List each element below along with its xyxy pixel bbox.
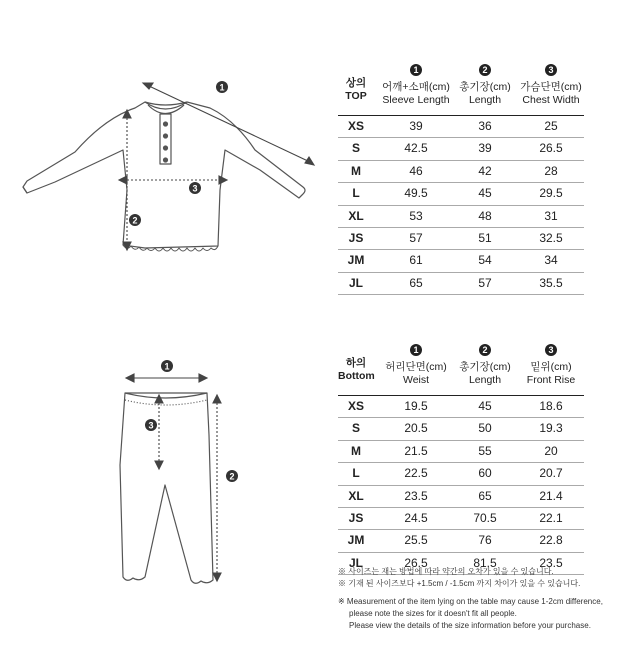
value-cell: 23.5 [404, 488, 428, 503]
value-cell: 24.5 [404, 510, 428, 525]
note-en-3: Please view the details of the size information before your purchase. [349, 621, 591, 630]
col-label-en: Sleeve Length [382, 94, 450, 106]
value-cell: 65 [478, 488, 492, 503]
size-cell: JS [348, 510, 364, 525]
value-cell: 28 [544, 163, 558, 178]
size-cell: XL [348, 488, 364, 503]
col-label-ko: 밑위(cm) [530, 361, 572, 373]
size-cell: JM [347, 253, 365, 268]
value-cell: 18.6 [539, 399, 563, 413]
table-row [338, 206, 584, 228]
value-cell: 39 [478, 141, 492, 156]
value-cell: 57 [478, 275, 492, 290]
value-cell: 60 [478, 466, 492, 481]
note-en-1: ※ Measurement of the item lying on the table may cause 1-2cm difference, [338, 597, 603, 606]
value-cell: 48 [478, 208, 492, 223]
table-row [338, 273, 584, 295]
size-cell: JS [348, 230, 364, 245]
bottom-section-en: Bottom [338, 370, 375, 382]
top-garment-diagram [15, 70, 325, 270]
svg-text:3: 3 [148, 420, 154, 431]
col-label-en: Length [468, 374, 502, 386]
value-cell: 29.5 [539, 186, 563, 201]
value-cell: 22.5 [404, 466, 428, 481]
top-col-3-header [516, 60, 586, 107]
table-row [338, 183, 584, 205]
size-cell: XL [348, 208, 364, 223]
col-label-ko: 총기장(cm) [459, 361, 511, 373]
value-cell: 39 [409, 119, 423, 133]
top-section-label [338, 77, 374, 103]
bottom-size-table [338, 340, 584, 575]
top-col-1-header [378, 60, 454, 107]
note-ko-1: ※ 사이즈는 재는 방법에 따라 약간의 오차가 있을 수 있습니다. [338, 567, 554, 576]
value-cell: 21.5 [404, 443, 428, 458]
value-cell: 76 [478, 533, 492, 548]
value-cell: 55 [478, 443, 492, 458]
col-number-badge: 2 [479, 64, 491, 76]
size-cell: M [351, 163, 361, 178]
value-cell: 65 [409, 275, 423, 290]
value-cell: 22.1 [539, 510, 563, 525]
top-section-en: TOP [345, 90, 367, 102]
col-label-en: Weist [402, 374, 430, 386]
bottom-marker-2 [226, 470, 238, 482]
bottom-section-label [338, 357, 374, 383]
col-number-badge: 1 [410, 64, 422, 76]
size-cell: JM [347, 533, 365, 548]
value-cell: 19.5 [404, 399, 428, 413]
size-notes [338, 566, 634, 632]
size-cell: S [351, 421, 360, 436]
value-cell: 20 [544, 443, 558, 458]
col-label-en: Length [468, 94, 502, 106]
col-label-ko: 허리단면(cm) [385, 361, 447, 373]
col-label-ko: 가슴단면(cm) [520, 81, 582, 93]
top-table-header [338, 60, 584, 116]
bottom-section-ko: 하의 [345, 357, 367, 369]
size-cell: XS [347, 399, 364, 413]
value-cell: 42.5 [404, 141, 428, 156]
value-cell: 23.5 [539, 555, 563, 570]
value-cell: 42 [478, 163, 492, 178]
table-row [338, 418, 584, 440]
value-cell: 53 [409, 208, 423, 223]
svg-text:1: 1 [219, 82, 225, 93]
col-label-en: Front Rise [526, 374, 576, 386]
table-row [338, 138, 584, 160]
value-cell: 26.5 [539, 141, 563, 156]
top-marker-2 [129, 214, 141, 226]
value-cell: 21.4 [539, 488, 563, 503]
table-row [338, 116, 584, 138]
value-cell: 22.8 [539, 533, 563, 548]
table-row [338, 463, 584, 485]
value-cell: 31 [544, 208, 558, 223]
bottom-col-1-header [378, 340, 454, 387]
col-number-badge: 3 [545, 64, 557, 76]
top-section-ko: 상의 [345, 77, 367, 89]
value-cell: 26.5 [404, 555, 428, 570]
table-row [338, 250, 584, 272]
value-cell: 34 [544, 253, 558, 268]
size-cell: L [352, 186, 360, 201]
value-cell: 57 [409, 230, 423, 245]
value-cell: 50 [478, 421, 492, 436]
top-col-2-header [450, 60, 520, 107]
value-cell: 19.3 [539, 421, 563, 436]
size-cell: L [352, 466, 360, 481]
value-cell: 20.7 [539, 466, 563, 481]
svg-text:1: 1 [164, 361, 170, 372]
col-label-en: Chest Width [522, 94, 580, 106]
top-size-table [338, 60, 584, 295]
value-cell: 25.5 [404, 533, 428, 548]
value-cell: 51 [478, 230, 492, 245]
svg-text:3: 3 [192, 183, 198, 194]
table-row [338, 441, 584, 463]
size-cell: JL [348, 555, 363, 570]
table-row [338, 486, 584, 508]
value-cell: 45 [478, 186, 492, 201]
value-cell: 54 [478, 253, 492, 268]
value-cell: 46 [409, 163, 423, 178]
table-row [338, 228, 584, 250]
value-cell: 32.5 [539, 230, 563, 245]
value-cell: 61 [409, 253, 423, 268]
bottom-table-header [338, 340, 584, 396]
table-row [338, 530, 584, 552]
bottom-col-3-header [516, 340, 586, 387]
size-cell: XS [347, 119, 364, 133]
svg-text:2: 2 [229, 471, 235, 482]
size-cell: S [351, 141, 360, 156]
size-cell: M [351, 443, 361, 458]
table-row [338, 161, 584, 183]
value-cell: 45 [478, 399, 492, 413]
bottom-marker-3 [145, 419, 157, 431]
value-cell: 49.5 [404, 186, 428, 201]
top-marker-1 [216, 81, 228, 93]
value-cell: 81.5 [473, 555, 497, 570]
value-cell: 35.5 [539, 275, 563, 290]
top-marker-3 [189, 182, 201, 194]
table-row [338, 396, 584, 418]
note-en-2: please note the sizes for it doesn't fit all people. [349, 609, 517, 618]
col-number-badge: 3 [545, 344, 557, 356]
bottom-marker-1 [161, 360, 173, 372]
svg-text:2: 2 [132, 215, 138, 226]
table-row [338, 508, 584, 530]
col-number-badge: 2 [479, 344, 491, 356]
value-cell: 70.5 [473, 510, 497, 525]
value-cell: 36 [478, 119, 492, 133]
value-cell: 25 [544, 119, 558, 133]
value-cell: 20.5 [404, 421, 428, 436]
col-label-ko: 총기장(cm) [459, 81, 511, 93]
col-label-ko: 어깨+소매(cm) [382, 81, 450, 93]
bottom-col-2-header [450, 340, 520, 387]
note-ko-2: ※ 기재 된 사이즈보다 +1.5cm / -1.5cm 까지 차이가 있을 수 있습니다. [338, 579, 581, 588]
col-number-badge: 1 [410, 344, 422, 356]
bottom-garment-diagram [115, 355, 255, 595]
size-cell: JL [348, 275, 363, 290]
